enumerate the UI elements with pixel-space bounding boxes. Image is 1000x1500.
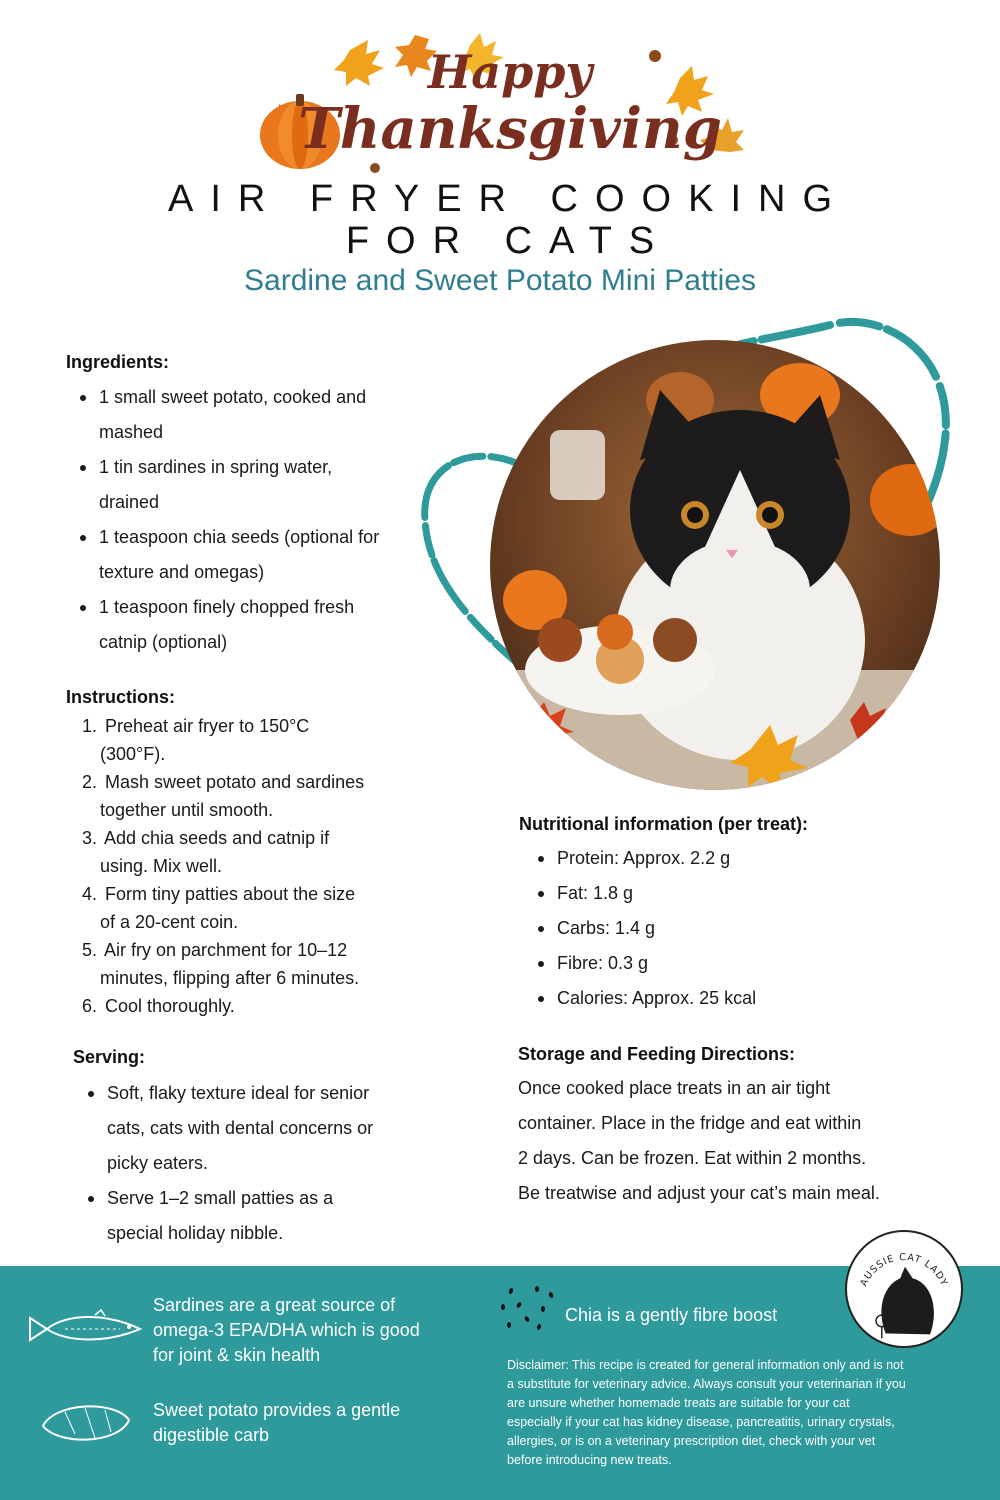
cat-photo <box>490 340 940 790</box>
cat-photo-art <box>490 340 940 790</box>
list-item: 2. Mash sweet potato and sardines together until smooth. <box>82 772 365 820</box>
list-item: 4. Form tiny patties about the size of a 20-cent coin. <box>82 884 356 932</box>
storage-heading: Storage and Feeding Directions: <box>518 1044 796 1064</box>
sweet-potato-fact: Sweet potato provides a gentle digestible carb <box>153 1400 401 1445</box>
chia-fact: Chia is a gently fibre boost <box>565 1305 778 1325</box>
list-item: 1 teaspoon chia seeds (optional for texture and omegas) <box>66 520 426 590</box>
list-item: 1 small sweet potato, cooked and mashed <box>66 380 426 450</box>
list-item: 3. Add chia seeds and catnip if using. Mix well. <box>82 828 330 876</box>
list-item: Soft, flaky texture ideal for senior cats, cats with dental concerns or picky eaters. <box>74 1076 434 1181</box>
list-item: Calories: Approx. 25 kcal <box>524 981 924 1016</box>
thanksgiving-logo-art <box>255 30 745 180</box>
chia-seeds-icon <box>497 1283 559 1335</box>
list-item: 1 teaspoon finely chopped fresh catnip (optional) <box>66 590 426 660</box>
list-item: 1. Preheat air fryer to 150°C (300°F). <box>82 716 310 764</box>
fish-icon <box>25 1308 145 1350</box>
nutrition-heading: Nutritional information (per treat): <box>519 814 808 834</box>
title-line-2: FOR CATS <box>345 220 672 262</box>
list-item: 1 tin sardines in spring water, drained <box>66 450 426 520</box>
list-item: Serve 1–2 small patties as a special holiday nibble. <box>74 1181 434 1251</box>
serving-list <box>74 1076 434 1251</box>
nutrition-list <box>524 841 924 1016</box>
thanksgiving-logo <box>255 30 745 180</box>
list-item: Fat: 1.8 g <box>524 876 924 911</box>
instructions-heading: Instructions: <box>66 687 176 707</box>
badge-text: AUSSIE CAT LADY <box>858 1252 950 1289</box>
disclaimer-text: Disclaimer: This recipe is created for general information only and is not a substitute for veterinary advice. Always consult your veterinarian if you are unsure whether homemade treats are suitable for your cat especially if your cat has kidney disease, pancreatitis, urinary crystals, allergies, or is on a veterinary prescription diet, check with your vet before introducing new treats. <box>507 1358 906 1467</box>
title-line-1: AIR FRYER COOKING <box>167 178 850 220</box>
logo-thanksgiving-text: Thanksgiving <box>298 96 722 162</box>
serving-heading: Serving: <box>73 1047 146 1067</box>
instructions-list <box>66 712 426 1020</box>
list-item: Fibre: 0.3 g <box>524 946 924 981</box>
sardine-fact: Sardines are a great source of omega-3 EPA/DHA which is good for joint & skin health <box>153 1295 420 1365</box>
list-item: 5. Air fry on parchment for 10–12 minutes, flipping after 6 minutes. <box>82 940 360 988</box>
storage-text: Once cooked place treats in an air tight container. Place in the fridge and eat within 2 days. Can be frozen. Eat within 2 months. Be treatwise and adjust your cat’s main meal. <box>518 1078 880 1203</box>
sweet-potato-icon <box>35 1398 135 1448</box>
ingredients-list <box>66 380 426 660</box>
list-item: Protein: Approx. 2.2 g <box>524 841 924 876</box>
ingredients-heading: Ingredients: <box>66 352 170 372</box>
recipe-subtitle: Sardine and Sweet Potato Mini Patties <box>244 264 756 297</box>
logo-happy-text: Happy <box>427 45 593 99</box>
cat-badge-icon <box>847 1232 961 1346</box>
list-item: Carbs: 1.4 g <box>524 911 924 946</box>
list-item: 6. Cool thoroughly. <box>82 996 235 1016</box>
aussie-cat-lady-badge <box>845 1230 963 1348</box>
